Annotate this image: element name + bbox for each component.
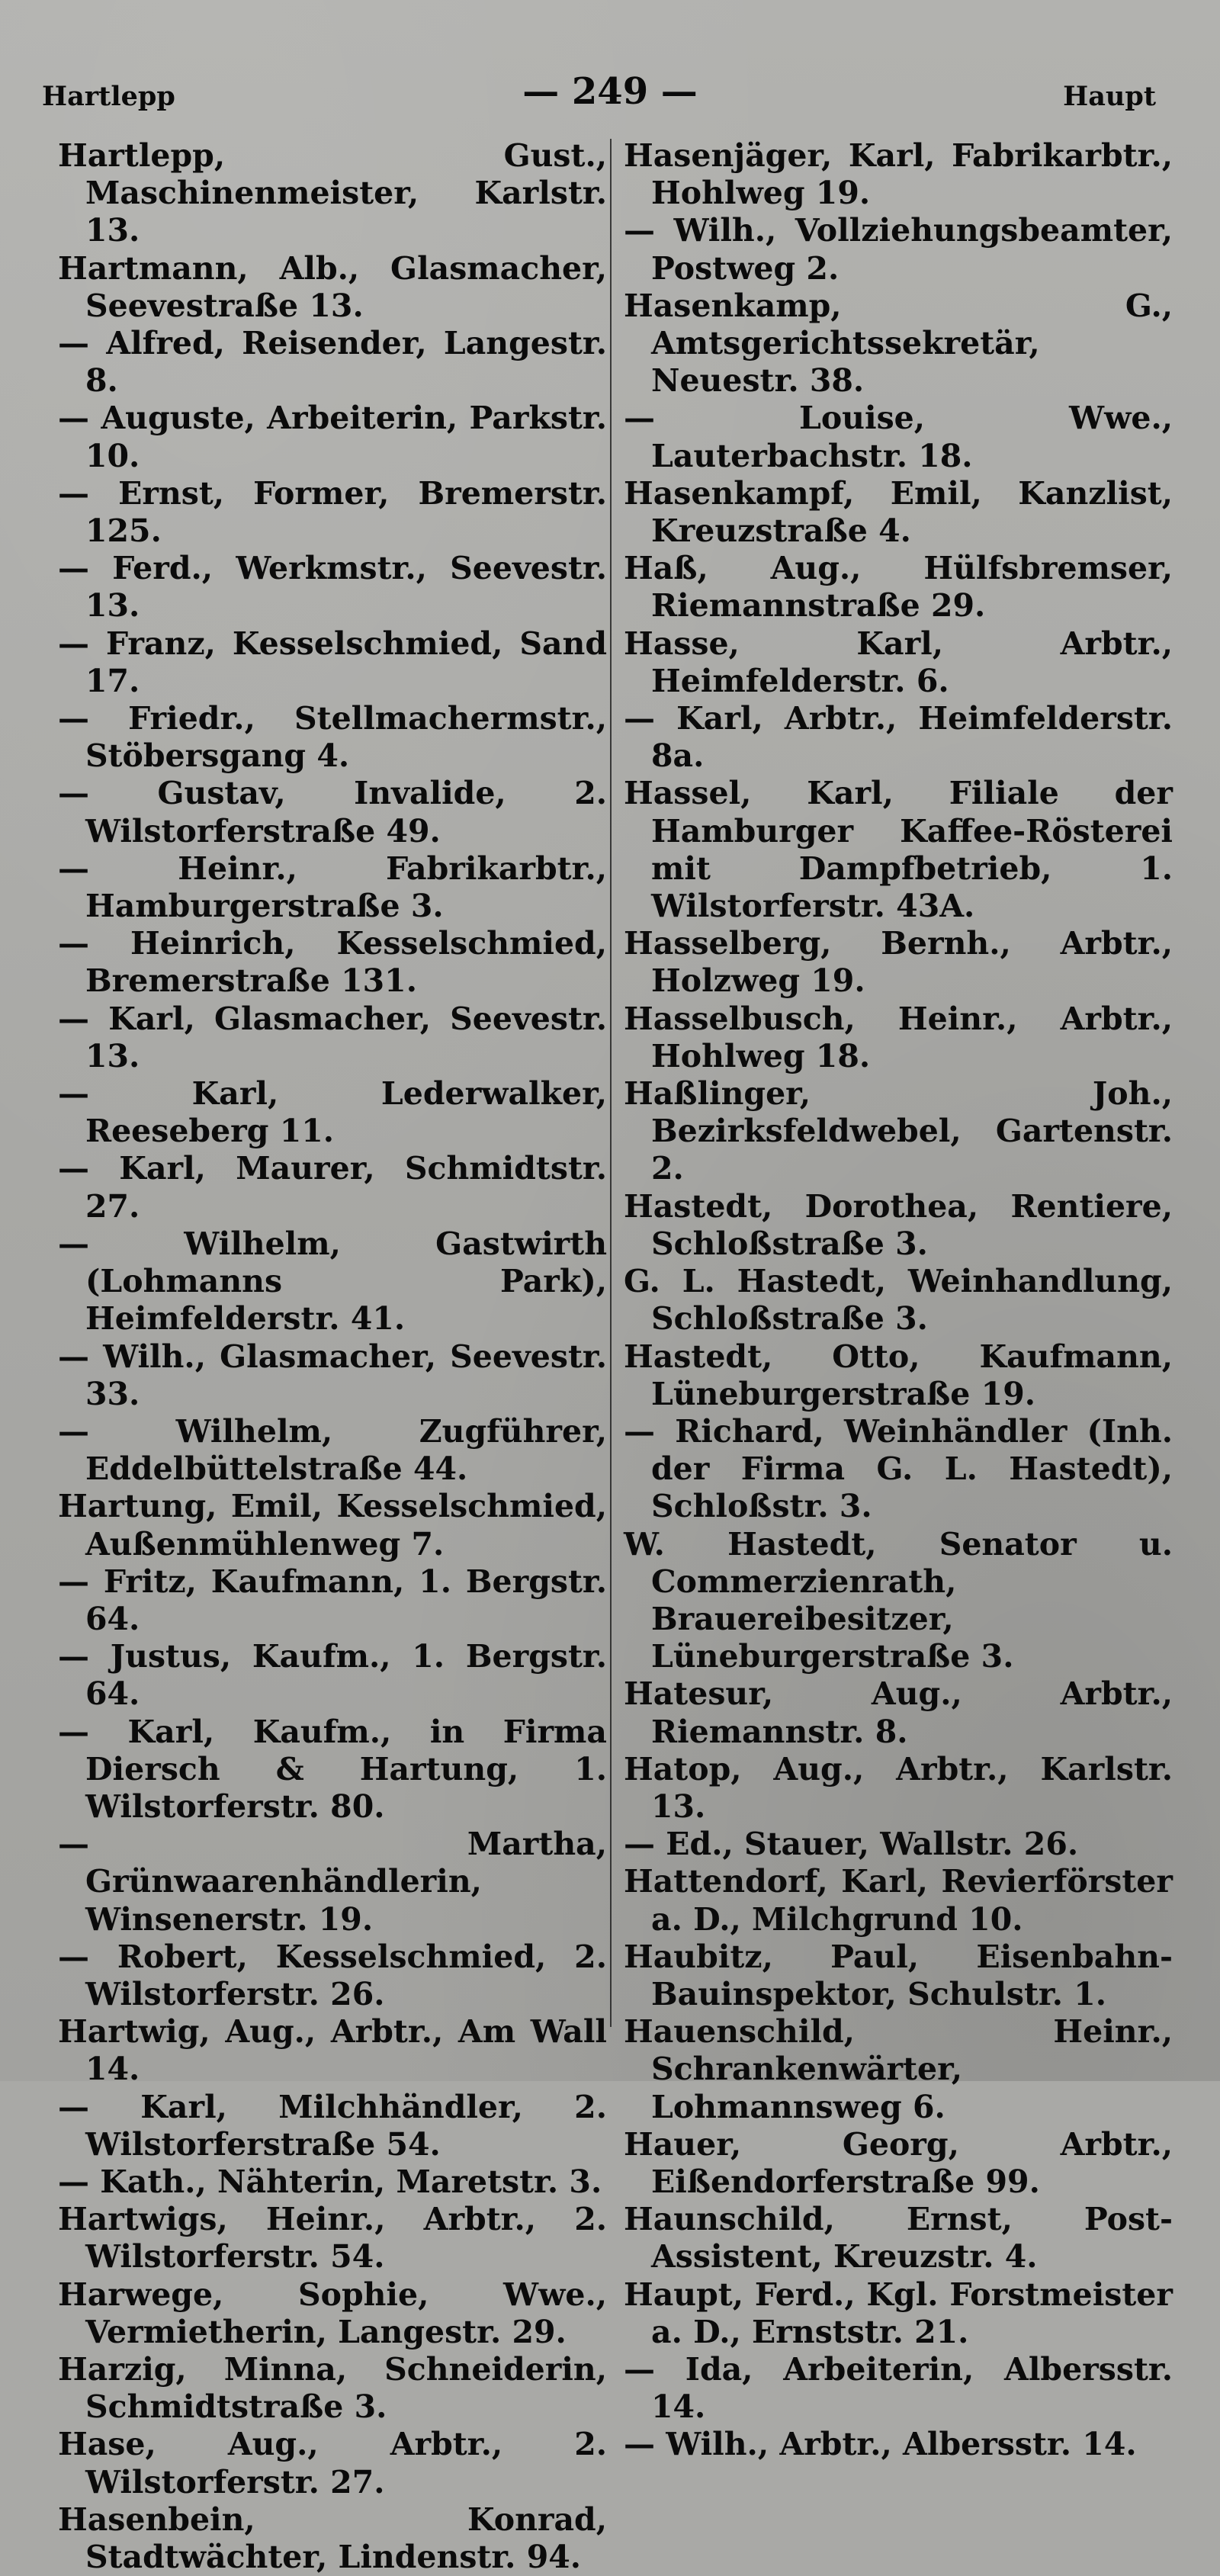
directory-entry: — Karl, Maurer, Schmidtstr. 27. <box>58 1150 607 1225</box>
directory-entry: Hassel, Karl, Filiale der Hamburger Kaffee-Rösterei mit Dampfbetrieb, 1. Wilstorferstr. 43A. <box>624 775 1173 925</box>
directory-entry: — Justus, Kaufm., 1. Bergstr. 64. <box>58 1638 607 1713</box>
directory-entry: — Kath., Nähterin, Maretstr. 3. <box>58 2163 602 2200</box>
directory-entry: — Wilh., Arbtr., Albersstr. 14. <box>624 2426 1137 2463</box>
directory-entry: W. Hastedt, Senator u. Commerzienrath, Brauereibesitzer, Lüneburgerstraße 3. <box>624 1525 1173 1675</box>
directory-entry: — Robert, Kesselschmied, 2. Wilstorferstr. 26. <box>58 1938 607 2012</box>
directory-entry: — Auguste, Arbeiterin, Parkstr. 10. <box>58 400 607 474</box>
left-column <box>58 137 607 2576</box>
directory-entry: — Louise, Wwe., Lauterbachstr. 18. <box>624 400 1173 474</box>
directory-entry: G. L. Hastedt, Weinhandlung, Schloßstraße 3. <box>624 1263 1173 1338</box>
directory-entry: Haunschild, Ernst, Post-Assistent, Kreuzstr. 4. <box>624 2201 1173 2276</box>
directory-entry: Harwege, Sophie, Wwe., Vermietherin, Langestr. 29. <box>58 2276 607 2350</box>
directory-entry: Hauenschild, Heinr., Schrankenwärter, Lohmannsweg 6. <box>624 2013 1173 2125</box>
column-divider <box>610 139 612 2027</box>
directory-entry: Haubitz, Paul, Eisenbahn-Bauinspektor, Schulstr. 1. <box>624 1938 1173 2012</box>
directory-entry: Hasenbein, Konrad, Stadtwächter, Lindenstr. 94. <box>58 2501 607 2575</box>
directory-entry: — Fritz, Kaufmann, 1. Bergstr. 64. <box>58 1563 607 1637</box>
directory-entry: — Karl, Kaufm., in Firma Diersch & Hartung, 1. Wilstorferstr. 80. <box>58 1713 607 1825</box>
directory-entry: — Karl, Glasmacher, Seevestr. 13. <box>58 1000 607 1074</box>
directory-entry: Hartmann, Alb., Glasmacher, Seevestraße 13. <box>58 249 607 324</box>
directory-entry: — Martha, Grünwaarenhändlerin, Winsenerstr. 19. <box>58 1826 607 1938</box>
directory-entry: Hartwigs, Heinr., Arbtr., 2. Wilstorferstr. 54. <box>58 2201 607 2276</box>
directory-entry: — Friedr., Stellmachermstr., Stöbersgang 4. <box>58 700 607 775</box>
directory-entry: Hartlepp, Gust., Maschinenmeister, Karlstr. 13. <box>58 137 607 249</box>
directory-entry: Hastedt, Dorothea, Rentiere, Schloßstraße 3. <box>624 1187 1173 1262</box>
directory-entry: — Wilh., Vollziehungsbeamter, Postweg 2. <box>624 212 1173 287</box>
directory-entry: Hasselbusch, Heinr., Arbtr., Hohlweg 18. <box>624 1000 1173 1074</box>
directory-entry: Hartung, Emil, Kesselschmied, Außenmühlenweg 7. <box>58 1488 607 1563</box>
directory-entry: — Wilhelm, Zugführer, Eddelbüttelstraße 44. <box>58 1412 607 1488</box>
directory-entry: — Heinr., Fabrikarbtr., Hamburgerstraße 3. <box>58 850 607 925</box>
directory-entry: Hasse, Karl, Arbtr., Heimfelderstr. 6. <box>624 625 1173 699</box>
directory-entry: Haß, Aug., Hülfsbremser, Riemannstraße 29. <box>624 550 1173 625</box>
directory-entry: — Karl, Milchhändler, 2. Wilstorferstraße 54. <box>58 2088 607 2163</box>
directory-entry: — Ed., Stauer, Wallstr. 26. <box>624 1826 1079 1863</box>
directory-entry: — Richard, Weinhändler (Inh. der Firma G. L. Hastedt), Schloßstr. 3. <box>624 1412 1173 1525</box>
page-number: — 249 — <box>522 70 698 113</box>
page-header <box>0 70 1220 116</box>
directory-entry: — Karl, Arbtr., Heimfelderstr. 8a. <box>624 700 1173 775</box>
directory-entry: Hauer, Georg, Arbtr., Eißendorferstraße 99. <box>624 2125 1173 2200</box>
directory-entry: — Wilhelm, Gastwirth (Lohmanns Park), Heimfelderstr. 41. <box>58 1225 607 1338</box>
directory-entry: — Alfred, Reisender, Langestr. 8. <box>58 325 607 400</box>
directory-entry: — Karl, Lederwalker, Reeseberg 11. <box>58 1075 607 1150</box>
directory-entry: — Franz, Kesselschmied, Sand 17. <box>58 625 607 699</box>
directory-entry: Hasselberg, Bernh., Arbtr., Holzweg 19. <box>624 925 1173 1000</box>
directory-entry: Hasenkampf, Emil, Kanzlist, Kreuzstraße 4. <box>624 474 1173 550</box>
header-right-catchword: Haupt <box>1063 81 1156 112</box>
directory-entry: Hasenjäger, Karl, Fabrikarbtr., Hohlweg 19. <box>624 137 1173 212</box>
directory-entry: — Heinrich, Kesselschmied, Bremerstraße 131. <box>58 925 607 1000</box>
directory-entry: Haupt, Ferd., Kgl. Forstmeister a. D., Ernststr. 21. <box>624 2276 1173 2350</box>
directory-entry: Hasenkamp, G., Amtsgerichtssekretär, Neuestr. 38. <box>624 287 1173 400</box>
directory-entry: — Ida, Arbeiterin, Albersstr. 14. <box>624 2350 1173 2426</box>
directory-entry: Harzig, Minna, Schneiderin, Schmidtstraße 3. <box>58 2350 607 2426</box>
directory-entry: — Gustav, Invalide, 2. Wilstorferstraße 49. <box>58 775 607 850</box>
right-column <box>624 137 1173 2464</box>
directory-entry: Hatesur, Aug., Arbtr., Riemannstr. 8. <box>624 1675 1173 1750</box>
directory-entry: — Ferd., Werkmstr., Seevestr. 13. <box>58 550 607 625</box>
directory-entry: Hartwig, Aug., Arbtr., Am Wall 14. <box>58 2013 607 2088</box>
directory-entry: Hase, Aug., Arbtr., 2. Wilstorferstr. 27. <box>58 2426 607 2501</box>
directory-entry: — Ernst, Former, Bremerstr. 125. <box>58 474 607 550</box>
directory-entry: — Wilh., Glasmacher, Seevestr. 33. <box>58 1338 607 1412</box>
directory-entry: Hastedt, Otto, Kaufmann, Lüneburgerstraße 19. <box>624 1338 1173 1412</box>
directory-entry: Hatop, Aug., Arbtr., Karlstr. 13. <box>624 1750 1173 1825</box>
header-left-catchword: Hartlepp <box>42 81 175 112</box>
directory-entry: Hattendorf, Karl, Revierförster a. D., Milchgrund 10. <box>624 1863 1173 1938</box>
directory-entry: Haßlinger, Joh., Bezirksfeldwebel, Gartenstr. 2. <box>624 1075 1173 1187</box>
